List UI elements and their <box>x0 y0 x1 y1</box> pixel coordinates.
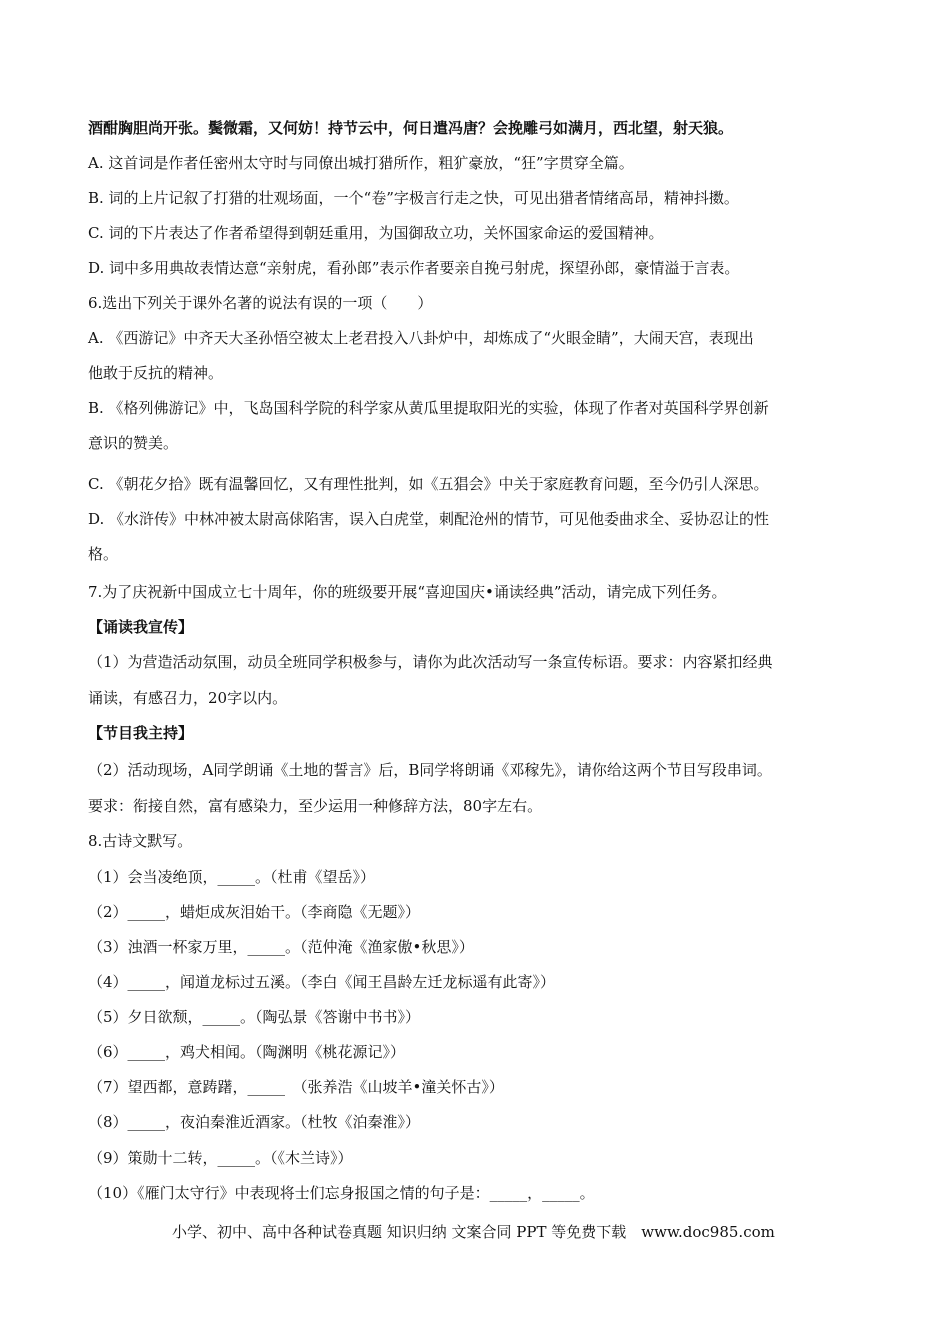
question-6: 6.选出下列关于课外名著的说法有误的一项（ ） <box>88 294 433 312</box>
q6-option-d-cont: 格。 <box>88 545 119 563</box>
option-b: B. 词的上片记叙了打猎的壮观场面，一个“卷”字极言行走之快，可见出猎者情绪高昂，精神抖擞。 <box>88 189 739 207</box>
question-8: 8.古诗文默写。 <box>88 832 193 850</box>
question-7: 7.为了庆祝新中国成立七十周年，你的班级要开展“喜迎国庆•诵读经典”活动，请完成下列任务。 <box>88 583 727 601</box>
option-c: C. 词的下片表达了作者希望得到朝廷重用，为国御敌立功，关怀国家命运的爱国精神。 <box>88 224 664 242</box>
section-heading-promo: 【诵读我宣传】 <box>88 618 194 636</box>
q7-task-2: （2）活动现场，A同学朗诵《土地的誓言》后，B同学将朗诵《邓稼先》，请你给这两个节目写段串词。 <box>88 761 772 779</box>
q6-option-b: B. 《格列佛游记》中，飞岛国科学院的科学家从黄瓜里提取阳光的实验，体现了作者对英国科学界创新 <box>88 399 769 417</box>
q6-option-a: A. 《西游记》中齐天大圣孙悟空被太上老君投入八卦炉中，却炼成了“火眼金睛”，大闹天宫，表现出 <box>88 329 754 347</box>
q6-option-c: C. 《朝花夕拾》既有温馨回忆，又有理性批判，如《五猖会》中关于家庭教育问题，至今仍引人深思。 <box>88 475 769 493</box>
q8-item-10: （10）《雁门太守行》中表现将士们忘身报国之情的句子是：_____，_____。 <box>88 1184 595 1202</box>
q6-option-a-cont: 他敢于反抗的精神。 <box>88 364 224 382</box>
q8-item-1: （1）会当凌绝顶，_____。（杜甫《望岳》） <box>88 868 376 886</box>
q7-task-1-cont: 诵读，有感召力，20字以内。 <box>88 689 288 707</box>
q6-option-d: D. 《水浒传》中林冲被太尉高俅陷害，误入白虎堂，刺配沧州的情节，可见他委曲求全、妥协忍让的性 <box>88 510 770 528</box>
q8-item-4: （4）_____，闻道龙标过五溪。（李白《闻王昌龄左迁龙标遥有此寄》） <box>88 973 556 991</box>
option-d: D. 词中多用典故表情达意“亲射虎，看孙郎”表示作者要亲自挽弓射虎，探望孙郎，豪情溢于言表。 <box>88 259 740 277</box>
poem-text-line: 酒酣胸胆尚开张。鬓微霜，又何妨！持节云中，何日遣冯唐？会挽雕弓如满月，西北望，射天狼。 <box>88 119 734 137</box>
page-footer: 小学、初中、高中各种试卷真题 知识归纳 文案合同 PPT 等免费下载 www.doc985.com <box>172 1223 775 1241</box>
q8-item-2: （2）_____，蜡炬成灰泪始干。（李商隐《无题》） <box>88 903 421 921</box>
q8-item-8: （8）_____，夜泊秦淮近酒家。（杜牧《泊秦淮》） <box>88 1113 421 1131</box>
q8-item-9: （9）策勋十二转，_____。（《木兰诗》） <box>88 1149 353 1167</box>
q8-item-7: （7）望西都，意踌躇，_____ （张养浩《山坡羊•潼关怀古》） <box>88 1078 504 1096</box>
q6-option-b-cont: 意识的赞美。 <box>88 434 179 452</box>
section-heading-host: 【节目我主持】 <box>88 724 194 742</box>
q8-item-3: （3）浊酒一杯家万里，_____。（范仲淹《渔家傲•秋思》） <box>88 938 474 956</box>
q7-task-1: （1）为营造活动氛围，动员全班同学积极参与，请你为此次活动写一条宣传标语。要求：内容紧扣经典 <box>88 653 773 671</box>
option-a: A. 这首词是作者任密州太守时与同僚出城打猎所作，粗犷豪放，“狂”字贯穿全篇。 <box>88 154 634 172</box>
q7-task-2-cont: 要求：衔接自然，富有感染力，至少运用一种修辞方法，80字左右。 <box>88 797 543 815</box>
q8-item-5: （5）夕日欲颓，_____。（陶弘景《答谢中书书》） <box>88 1008 421 1026</box>
q8-item-6: （6）_____，鸡犬相闻。（陶渊明《桃花源记》） <box>88 1043 406 1061</box>
